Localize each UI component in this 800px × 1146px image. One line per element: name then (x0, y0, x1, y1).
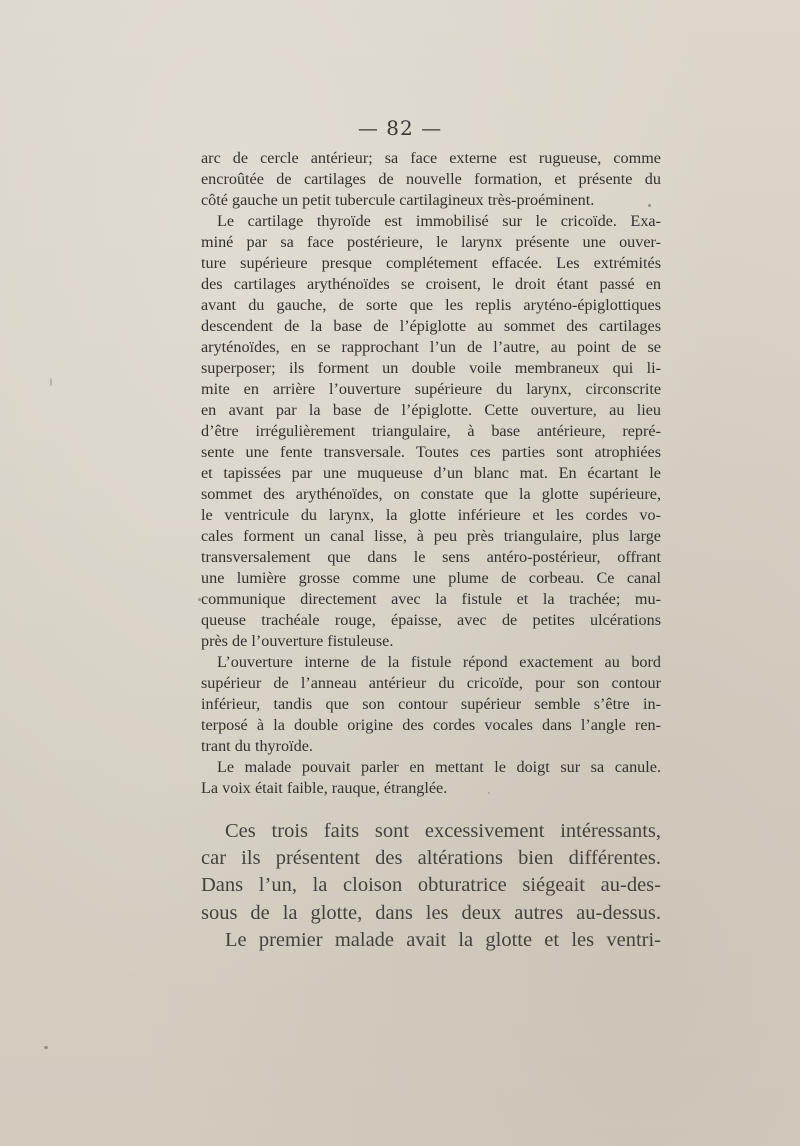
text-line: une lumière grosse comme une plume de corbeau. Ce canal (201, 569, 661, 587)
text-line: supérieur de l’anneau antérieur du cricoïde, pour son contour (201, 674, 661, 692)
text-line: avant du gauche, de sorte que les replis aryténo-épiglottiques (201, 296, 661, 314)
paper-speck (44, 1046, 48, 1049)
text-line: descendent de la base de l’épiglotte au sommet des cartilages (201, 317, 661, 335)
text-line: le ventricule du larynx, la glotte inférieure et les cordes vo- (201, 506, 661, 524)
paper-speck (50, 378, 52, 386)
paragraph (201, 757, 661, 799)
paragraph (201, 818, 661, 927)
page-number: — 82 — (357, 116, 443, 140)
text-line: aryténoïdes, en se rapprochant l’un de l’autre, au point de se (201, 338, 661, 356)
text-line: près de l’ouverture fistuleuse. (201, 632, 394, 650)
commentary-text (201, 818, 661, 954)
text-line: et tapissées par une muqueuse d’un blanc mat. En écartant le (201, 464, 661, 482)
text-line: Dans l’un, la cloison obturatrice siégeait au-des- (201, 874, 661, 897)
paragraph (201, 927, 661, 954)
text-line: ture supérieure presque complétement effacée. Les extrémités (201, 254, 661, 272)
case-report-text (201, 148, 661, 799)
text-line: Ces trois faits sont excessivement intéressants, (225, 820, 661, 842)
text-line: cales forment un canal lisse, à peu près triangulaire, plus large (201, 527, 661, 545)
text-line: Le cartilage thyroïde est immobilisé sur le cricoïde. Exa- (217, 212, 661, 230)
text-line: en avant par la base de l’épiglotte. Cette ouverture, au lieu (201, 401, 661, 419)
paragraph (201, 652, 661, 757)
text-line: mite en arrière l’ouverture supérieure du larynx, circonscrite (201, 380, 661, 398)
text-line: queuse trachéale rouge, épaisse, avec de petites ulcérations (201, 611, 661, 629)
text-line: sommet des arythénoïdes, on constate que la glotte supérieure, (201, 485, 661, 503)
paragraph (201, 211, 661, 652)
text-line: sente une fente transversale. Toutes ces parties sont atrophiées (201, 443, 661, 461)
text-line: terposé à la double origine des cordes vocales dans l’angle ren- (201, 716, 661, 734)
text-line: transversalement que dans le sens antéro-postérieur, offrant (201, 548, 661, 566)
text-line: La voix était faible, rauque, étranglée. (201, 779, 448, 797)
text-line: L’ouverture interne de la fistule répond exactement au bord (217, 653, 661, 671)
text-line: Le malade pouvait parler en mettant le doigt sur sa canule. (217, 758, 661, 776)
text-line: arc de cercle antérieur; sa face externe est rugueuse, comme (201, 149, 661, 167)
text-line: inférieur, tandis que son contour supérieur semble s’être in- (201, 695, 661, 713)
paper-speck (198, 598, 201, 601)
paragraph (201, 148, 661, 211)
paper-speck (648, 204, 651, 207)
text-line: trant du thyroïde. (201, 737, 313, 755)
text-line: superposer; ils forment un double voile membraneux qui li- (201, 359, 661, 377)
paper-speck (488, 792, 490, 794)
text-line: des cartilages arythénoïdes se croisent, le droit étant passé en (201, 275, 661, 293)
text-line: Le premier malade avait la glotte et les ventri- (225, 928, 661, 951)
text-line: car ils présentent des altérations bien différentes. (201, 847, 661, 870)
text-line: encroûtée de cartilages de nouvelle formation, et présente du (201, 170, 661, 188)
text-line: côté gauche un petit tubercule cartilagineux très-proéminent. (201, 191, 595, 209)
text-line: communique directement avec la fistule et la trachée; mu- (201, 590, 661, 608)
text-line: d’être irrégulièrement triangulaire, à base antérieure, repré- (201, 422, 661, 440)
text-line: miné par sa face postérieure, le larynx présente une ouver- (201, 233, 661, 251)
text-line: sous de la glotte, dans les deux autres au-dessus. (201, 901, 661, 924)
